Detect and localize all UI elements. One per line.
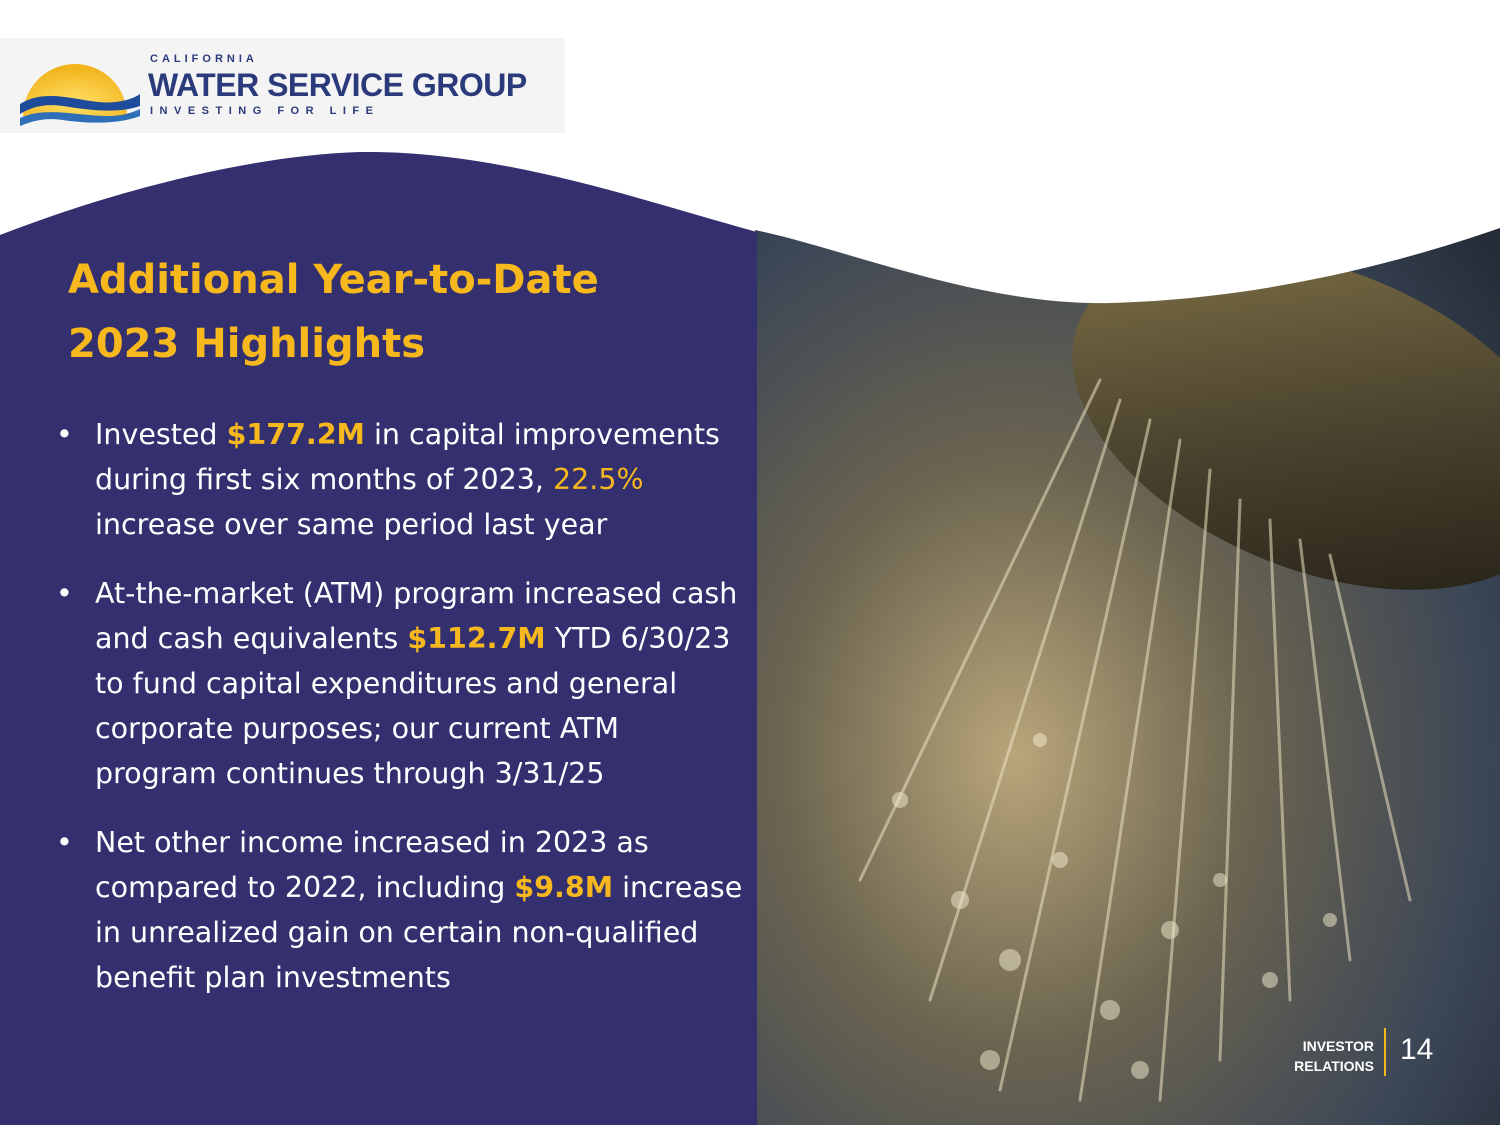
bullet-marker: • — [56, 418, 73, 451]
logo-top-text: CALIFORNIA — [150, 53, 258, 65]
footer-label-line-1: INVESTOR — [1302, 1038, 1374, 1054]
footer-divider — [1384, 1028, 1386, 1076]
bullet-marker: • — [56, 826, 73, 859]
highlight-value: $177.2M — [226, 418, 365, 451]
logo-tagline: INVESTING FOR LIFE — [150, 105, 380, 117]
page-number: 14 — [1400, 1033, 1434, 1066]
investor-relations-label — [1294, 1036, 1374, 1076]
company-logo — [0, 38, 565, 133]
bullet-text: YTD 6/30/23 to fund capital expenditures and general corporate purposes; our current ATM program continues through 3/31/25 — [95, 622, 731, 790]
highlight-atm-program — [56, 571, 746, 796]
bullet-text: increase in unrealized gain on certain non-qualified benefit plan investments — [95, 871, 743, 994]
slide-title — [68, 248, 599, 376]
bullet-text: Net other income increased in 2023 as compared to 2022, including — [95, 826, 649, 904]
highlight-value: $112.7M — [407, 622, 546, 655]
highlights-list — [56, 412, 746, 1024]
highlight-value: 22.5% — [553, 463, 644, 496]
slide-title-line-1: Additional Year-to-Date — [68, 257, 599, 303]
footer-label-line-2: RELATIONS — [1294, 1058, 1374, 1074]
sun-wave-logo-icon — [18, 44, 143, 129]
highlight-value: $9.8M — [514, 871, 614, 904]
shower-photo — [755, 184, 1500, 1125]
logo-main-text: WATER SERVICE GROUP — [148, 67, 527, 103]
bullet-text: in capital improvements during first six months of 2023, — [95, 418, 720, 496]
highlight-capital-investment — [56, 412, 746, 547]
bullet-text: At-the-market (ATM) program increased cash and cash equivalents — [95, 577, 738, 655]
highlight-net-other-income — [56, 820, 746, 1000]
bullet-marker: • — [56, 577, 73, 610]
slide-title-line-2: 2023 Highlights — [68, 321, 426, 367]
bullet-text: Invested — [95, 418, 227, 451]
bullet-text: increase over same period last year — [95, 508, 608, 541]
